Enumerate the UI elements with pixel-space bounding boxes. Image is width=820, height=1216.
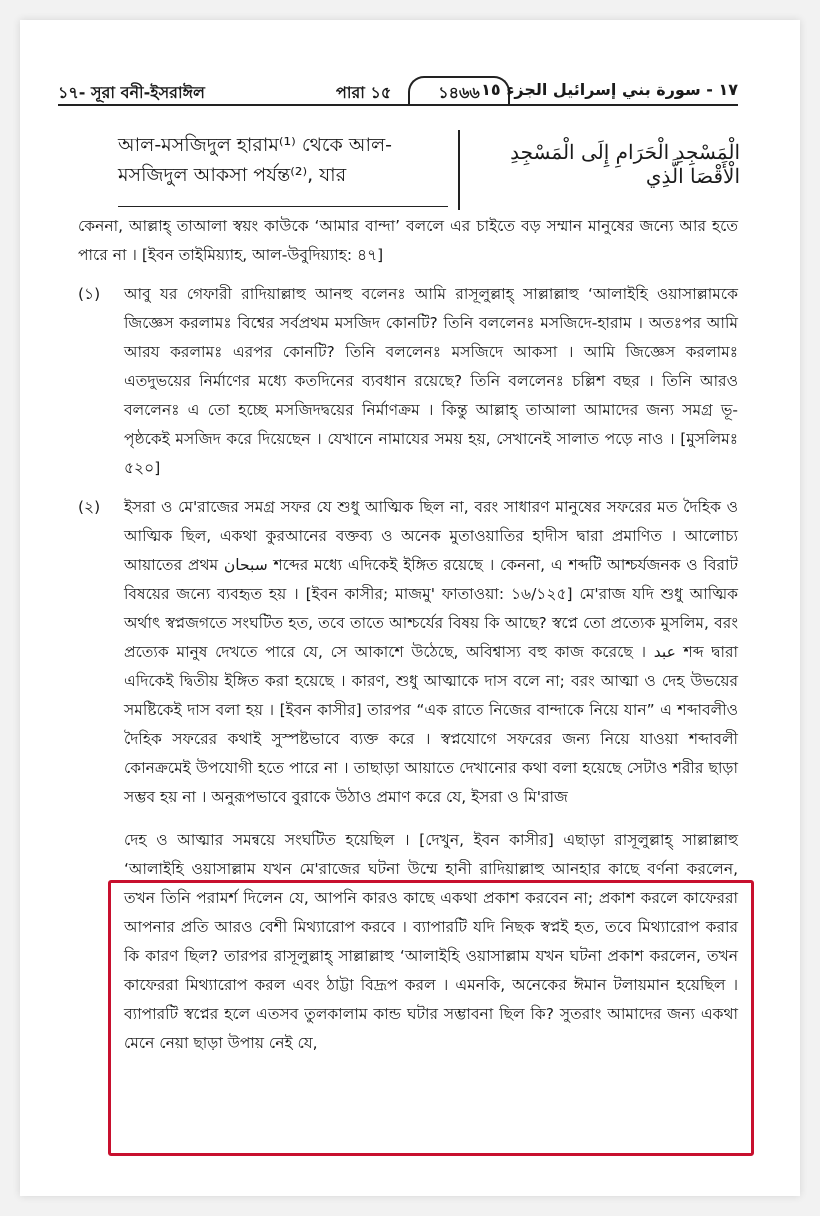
- surah-title-bengali: ১৭- সূরা বনী-ইসরাঈল: [58, 83, 205, 102]
- verse-underline: [118, 206, 448, 207]
- footnote-text: আবু যর গেফারী রাদিয়াল্লাহু আনহু বলেনঃ আমি রাসূলুল্লাহ্‌ সাল্লাল্লাহু ‘আলাইহি ওয়াসাল্লামকে জিজ্ঞেস করলামঃ বিশ্বের সর্বপ্রথম মসজিদ কোনটি? তিনি বললেনঃ মসজিদে-হারাম । অতঃপর আমি আরয করলামঃ এরপর কোনটি? তিনি বললেনঃ মসজিদে আকসা । আমি জিজ্ঞেস করলামঃ এতদুভয়ের নির্মাণের মধ্যে কতদিনের ব্যবধান রয়েছে? তিনি বললেনঃ চল্লিশ বছর । তিনি আরও বললেনঃ এ তো হচ্ছে মসজিদদ্বয়ের নির্মাণক্রম । কিন্তু আল্লাহ্‌ তাআলা আমাদের জন্য সমগ্র ভূ-পৃষ্ঠকেই মসজিদ করে দিয়েছেন । যেখানে নামাযের সময় হয়, সেখানেই সালাত পড়ে নাও । [মুসলিমঃ ৫২০]: [124, 285, 738, 477]
- arabic-verse: الْمَسْجِدِ الْحَرَامِ إِلَى الْمَسْجِدِ الْأَقْصَا الَّذِي: [510, 140, 740, 188]
- header-rule: [58, 104, 738, 106]
- para-label: পারা ১৫: [336, 83, 392, 102]
- footnote-text-part-b: দেহ ও আত্মার সমন্বয়ে সংঘটিত হয়েছিল । [দেখুন, ইবন কাসীর] এছাড়া রাসূলুল্লাহ্‌ সাল্লাল্লাহু ‘আলাইহি ওয়াসাল্লাম যখন মে'রাজের ঘটনা উম্মে হানী রাদিয়াল্লাহু আনহার কাছে বর্ণনা করলেন, তখন তিনি পরামর্শ দিলেন যে, আপনি কারও কাছে একথা প্রকাশ করবেন না; প্রকাশ করলে কাফেররা আপনার প্রতি আরও বেশী মিথ্যারোপ করবে । ব্যাপারটি যদি নিছক স্বপ্নই হত, তবে মিথ্যারোপ করার কি কারণ ছিল? তারপর রাসূলুল্লাহ্‌ সাল্লাল্লাহু ‘আলাইহি ওয়াসাল্লাম যখন ঘটনা প্রকাশ করলেন, তখন কাফেররা মিথ্যারোপ করল এবং ঠাট্টা বিদ্রূপ করল । এমনকি, অনেকের ঈমান টলায়মান হয়েছিল । ব্যাপারটি স্বপ্নের হলে এতসব তুলকালাম কান্ড ঘটার সম্ভাবনা ছিল কি? সুতরাং আমাদের জন্য একথা মেনে নেয়া ছাড়া উপায় নেই যে,: [124, 831, 738, 1052]
- footnote-number: (১): [78, 285, 101, 303]
- footnote-1: [78, 280, 738, 483]
- verse-line-2: মসজিদুল আকসা পর্যন্ত⁽²⁾, যার: [118, 164, 347, 186]
- footnote-text-part-a: ইসরা ও মে'রাজের সমগ্র সফর যে শুধু আত্মিক ছিল না, বরং সাধারণ মানুষের সফরের মত দৈহিক ও আত্মিক ছিল, একথা কুরআনের বক্তব্য ও অনেক মুতাওয়াতির হাদীস দ্বারা প্রমাণিত । আলোচ্য আয়াতের প্রথম سبحان শব্দের মধ্যে এদিকেই ইঙ্গিত রয়েছে । কেননা, এ শব্দটি আশ্চর্যজনক ও বিরাট বিষয়ের জন্যে ব্যবহৃত হয় । [ইবন কাসীর; মাজমু' ফাতাওয়া: ১৬/১২৫] মে'রাজ যদি শুধু আত্মিক অর্থাৎ স্বপ্নজগতে সংঘটিত হত, তবে তাতে আশ্চর্যের বিষয় কি আছে? স্বপ্নে তো প্রত্যেক মুসলিম, বরং প্রত্যেক মানুষ দেখতে পারে যে, সে আকাশে উঠেছে, অবিশ্বাস্য বহু কাজ করেছে । عبد শব্দ দ্বারা এদিকেই দ্বিতীয় ইঙ্গিত করা হয়েছে । কারণ, শুধু আত্মাকে দাস বলে না; বরং আত্মা ও দেহ উভয়ের সমষ্টিকেই দাস বলা হয় । [ইবন কাসীর] তারপর “এক রাতে নিজের বান্দাকে নিয়ে যান” এ শব্দাবলীও দৈহিক সফরের কথাই সুস্পষ্টভাবে ব্যক্ত করে । স্বপ্নযোগে সফরের জন্য নিয়ে যাওয়া শব্দাবলী কোনক্রমেই উপযোগী হতে পারে না । তাছাড়া আয়াতে দেখানোর কথা বলা হয়েছে সেটাও শরীর ছাড়া সম্ভব হয় না । অনুরূপভাবে বুরাকে উঠাও প্রমাণ করে যে, ইসরা ও মি'রাজ: [124, 498, 739, 806]
- page-header: [58, 62, 738, 106]
- footnote-number: (২): [78, 498, 101, 516]
- page-number: ১৪৬৬: [408, 76, 510, 106]
- verse-line-1: আল-মসজিদুল হারাম⁽¹⁾ থেকে আল-: [118, 134, 393, 156]
- column-divider: [458, 130, 460, 210]
- surah-title-arabic: ١٧ - سورة بني إسرائيل الجزء ١٥: [481, 80, 738, 99]
- intro-paragraph: কেননা, আল্লাহ্‌ তাআলা স্বয়ং কাউকে ‘আমার বান্দা’ বললে এর চাইতে বড় সম্মান মানুষের জন্যে আর হতে পারে না । [ইবন তাইমিয়্যাহ, আল-উবুদিয়্যাহ: ৪৭]: [78, 217, 738, 264]
- verse-translation: [118, 130, 448, 190]
- highlight-box: [108, 880, 754, 1156]
